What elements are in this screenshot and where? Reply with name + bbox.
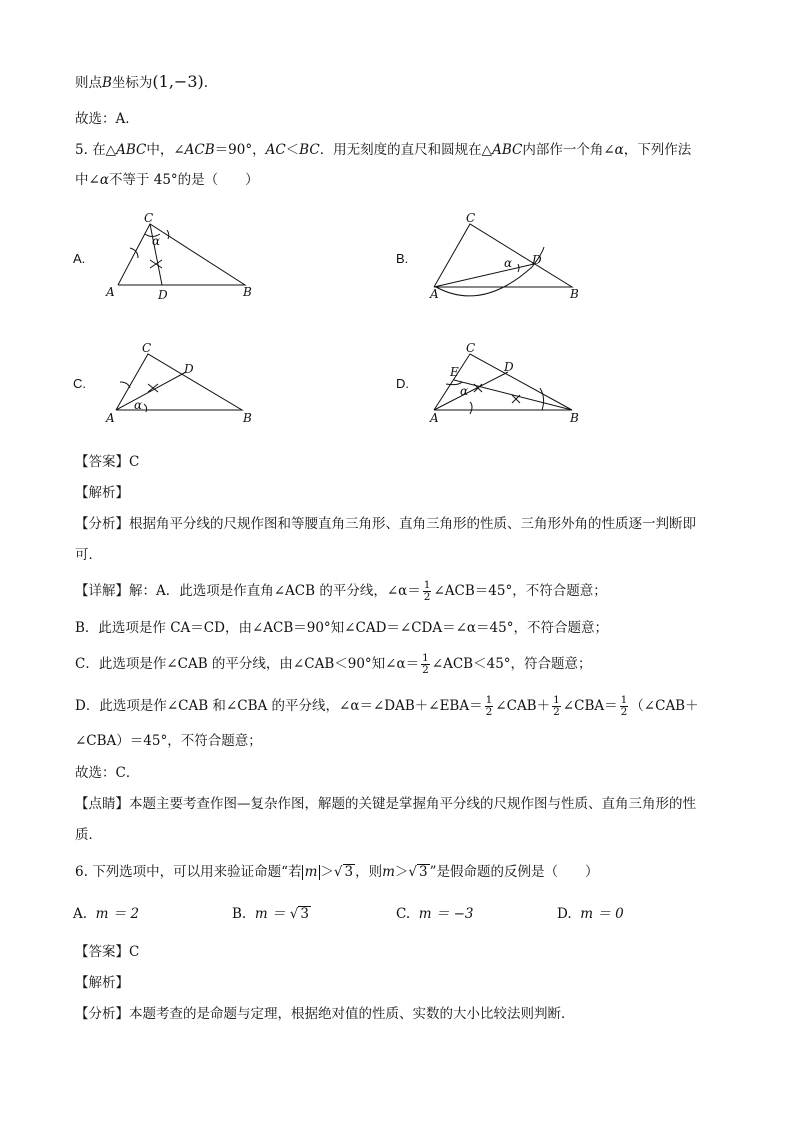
fraction-half: $\frac{1}{2}$	[553, 694, 560, 718]
label-alpha: α	[504, 256, 513, 270]
q5-option-d-label: D.	[396, 376, 409, 391]
label-a: A	[430, 287, 439, 301]
q5-stem-line1: 5. 在△ABC中，∠ACB＝90°，AC＜BC．用无刻度的直尺和圆规在△ABC内部作一个角∠α，下列作法	[75, 142, 692, 158]
q5-detail-d-line2: ∠CBA）＝45°，不符合题意；	[75, 733, 262, 749]
construct-cross	[150, 260, 162, 268]
q5-figure-a	[100, 212, 270, 304]
label-d: D	[532, 253, 542, 267]
label-b: B	[570, 287, 579, 301]
q6-choice-c: C. m ＝ −3	[396, 906, 474, 922]
label-d: D	[504, 360, 514, 374]
q5-detail-c: C．此选项是作∠CAB 的平分线，由∠CAB＜90°知∠α＝ $\frac{1}{2}$ ∠ACB＜45°，符合题意；	[75, 652, 592, 676]
label-a: A	[430, 411, 439, 425]
q5-detail-d: D．此选项是作∠CAB 和∠CBA 的平分线，∠α＝∠DAB＋∠EBA＝ $\frac{1}{2}$ ∠CAB＋ $\frac{1}{2}$ ∠CBA＝ $\frac{1}{2}$ （∠CAB＋	[75, 694, 699, 718]
q6-fenxi: 【分析】本题考查的是命题与定理，根据绝对值的性质、实数的大小比较法则判断．	[75, 1006, 575, 1022]
q6-answer: 【答案】C	[75, 944, 140, 960]
fraction-half: $\frac{1}{2}$	[422, 652, 429, 676]
construct-arc-2	[144, 404, 147, 412]
triangle-abc	[434, 354, 572, 410]
q6-stem: 6. 下列选项中，可以用来验证命题“若 m ＞√ 3 ，则m＞√ 3 ”是假命题的反例是（ ）	[75, 864, 599, 880]
q5-dianjing-line2: 质．	[75, 827, 102, 843]
label-c: C	[466, 212, 476, 225]
q5-stem-line2: 中∠α不等于 45°的是（ ）	[75, 172, 259, 188]
label-b: B	[570, 411, 579, 425]
fraction-half: $\frac{1}{2}$	[485, 694, 493, 718]
label-alpha: α	[460, 384, 469, 398]
construct-arc-2	[470, 402, 472, 414]
fraction-half: $\frac{1}{2}$	[620, 694, 628, 718]
fraction-half: $\frac{1}{2}$	[423, 579, 431, 603]
label-d: D	[184, 362, 194, 376]
label-d: D	[158, 288, 168, 302]
construct-cross-1	[474, 384, 482, 392]
sqrt-3: √ 3	[289, 906, 309, 922]
label-c: C	[142, 341, 152, 355]
q5-option-a-label: A.	[73, 251, 86, 266]
sqrt-3: √ 3	[333, 864, 354, 880]
q5-dianjing-line1: 【点睛】本题主要考查作图—复杂作图，解题的关键是掌握角平分线的尺规作图与性质、直角三角形的性	[75, 796, 696, 812]
label-a: A	[106, 285, 115, 299]
q5-analysis-tag: 【解析】	[75, 485, 129, 501]
q5-fenxi-line1: 【分析】根据角平分线的尺规作图和等腰直角三角形、直角三角形的性质、三角形外角的性质逐一判断即	[75, 516, 696, 532]
q5-choose: 故选：C．	[75, 765, 140, 781]
label-b: B	[243, 285, 252, 299]
q5-option-c-label: C.	[73, 376, 86, 391]
q5-answer: 【答案】C	[75, 454, 140, 470]
triangle-abc	[434, 224, 572, 287]
q5-figure-c	[100, 340, 270, 432]
q5-detail-a: 【详解】解：A．此选项是作直角∠ACB 的平分线，∠α＝ $\frac{1}{2}$ ∠ACB＝45°，不符合题意；	[75, 579, 607, 603]
label-b: B	[243, 411, 252, 425]
q5-option-b-label: B.	[396, 251, 409, 266]
q6-choice-b: B. m ＝ √ 3	[232, 906, 309, 922]
q6-choice-a: A. m ＝ 2	[73, 906, 140, 922]
q5-figure-b	[422, 212, 592, 304]
prev-answer-line: 则点B坐标为(1,−3).	[75, 72, 209, 91]
q5-detail-b: B．此选项是作 CA＝CD，由∠ACB＝90°知∠CAD＝∠CDA＝∠α＝45°，不符合题意；	[75, 620, 608, 636]
abs-m: m	[302, 865, 321, 880]
construct-arc-3	[540, 388, 544, 410]
construct-arc-1	[120, 382, 130, 388]
q6-choice-d: D. m ＝ 0	[557, 906, 624, 922]
q5-fenxi-line2: 可．	[75, 547, 102, 563]
label-alpha: α	[152, 234, 161, 248]
q5-figure-d	[422, 340, 592, 432]
label-c: C	[144, 212, 154, 225]
label-a: A	[106, 411, 115, 425]
q6-analysis-tag: 【解析】	[75, 975, 129, 991]
label-alpha: α	[134, 398, 143, 412]
prev-choose-line: 故选：A．	[75, 111, 139, 127]
label-e: E	[450, 365, 459, 379]
label-c: C	[466, 341, 476, 355]
sqrt-3: √ 3	[408, 864, 428, 880]
